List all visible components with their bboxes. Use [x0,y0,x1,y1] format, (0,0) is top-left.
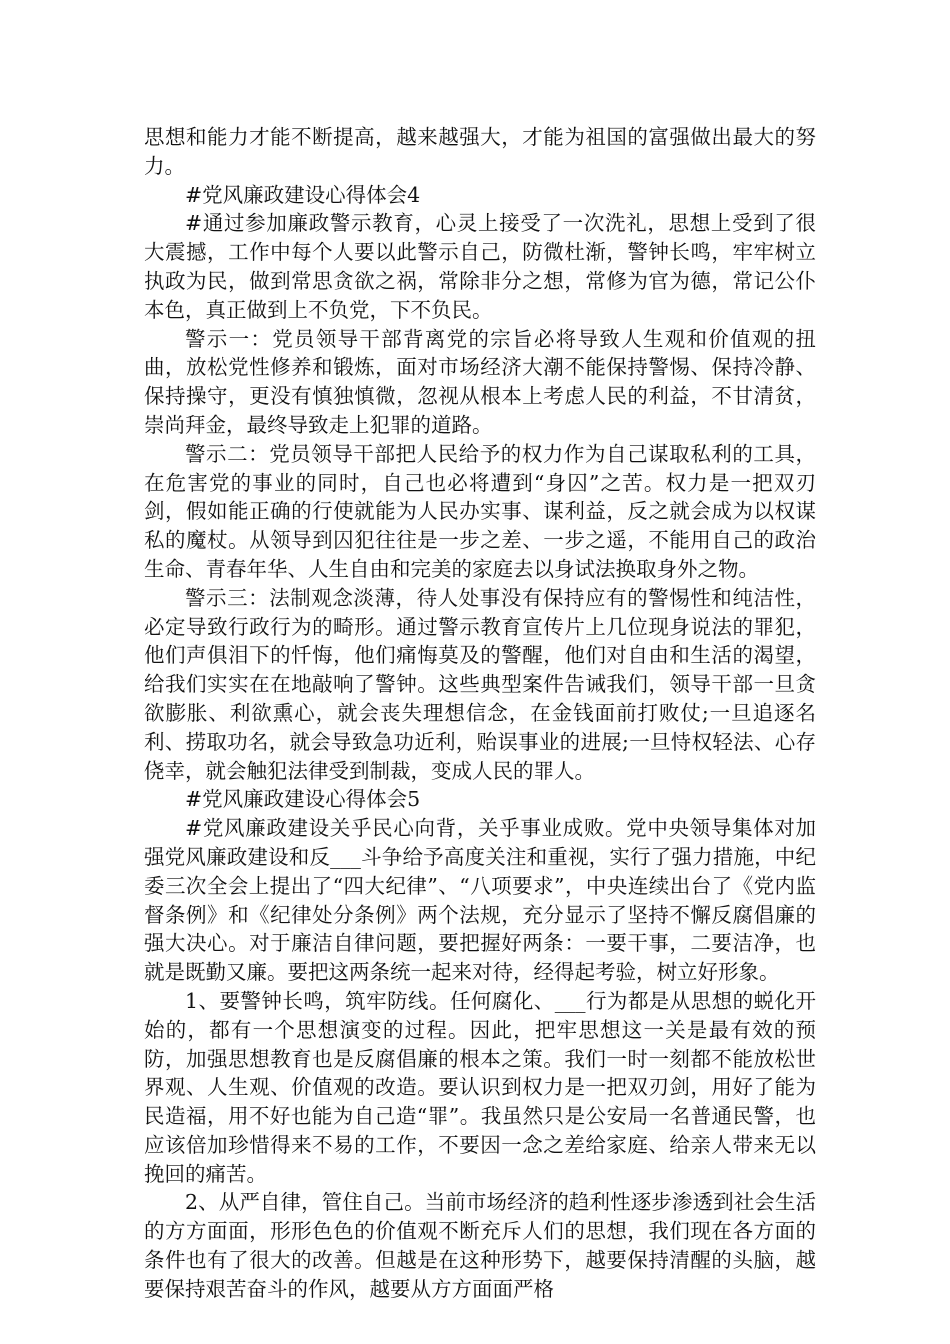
paragraph-continuation: 思想和能力才能不断提高，越来越强大，才能为祖国的富强做出最大的努力。 [144,125,816,178]
document-page [144,123,816,1304]
paragraph-warning-3: 警示三：法制观念淡薄，待人处事没有保持应有的警惕性和纯洁性，必定导致行政行为的畸形。通过警示教育宣传片上几位现身说法的罪犯，他们声俱泪下的忏悔，他们痛悔莫及的警醒，他们对自由和生活的渴望，给我们实实在在地敲响了警钟。这些典型案件告诫我们，领导干部一旦贪欲膨胀、利欲熏心，就会丧失理想信念，在金钱面前打败仗;一旦追逐名利、捞取功名，就会导致急功近利，贻误事业的进展;一旦恃权轻法、心存侥幸，就会触犯法律受到制裁，变成人民的罪人。 [144,585,816,783]
paragraph-warning-1: 警示一：党员领导干部背离党的宗旨必将导致人生观和价值观的扭曲，放松党性修养和锻炼，面对市场经济大潮不能保持警惕、保持冷静、保持操守，更没有慎独慎微，忽视从根本上考虑人民的利益，不甘清贫，崇尚拜金，最终导致走上犯罪的道路。 [144,326,816,437]
section-heading-4: #党风廉政建设心得体会4 [185,182,421,207]
section-heading-5: #党风廉政建设心得体会5 [185,787,421,812]
paragraph-intro-5: #党风廉政建设关乎民心向背，关乎事业成败。党中央领导集体对加强党风廉政建设和反___斗争给予高度关注和重视，实行了强力措施，中纪委三次全会上提出了“四大纪律”、“八项要求”，中央连续出台了《党内监督条例》和《纪律处分条例》两个法规，充分显示了坚持不懈反腐倡廉的强大决心。对于廉洁自律问题，要把握好两条：一要干事，二要洁净，也就是既勤又廉。要把这两条统一起来对待，经得起考验，树立好形象。 [144,816,816,985]
paragraph-point-2: 2、从严自律，管住自己。当前市场经济的趋利性逐步渗透到社会生活的方方面面，形形色色的价值观不断充斥人们的思想，我们现在各方面的条件也有了很大的改善。但越是在这种形势下，越要保持清醒的头脑，越要保持艰苦奋斗的作风，越要从方方面面严格 [144,1190,816,1301]
paragraph-point-1: 1、要警钟长鸣，筑牢防线。任何腐化、___行为都是从思想的蜕化开始的，都有一个思想演变的过程。因此，把牢思想这一关是最有效的预防，加强思想教育也是反腐倡廉的根本之策。我们一时一刻都不能放松世界观、人生观、价值观的改造。要认识到权力是一把双刃剑，用好了能为民造福，用不好也能为自己造“罪”。我虽然只是公安局一名普通民警，也应该倍加珍惜得来不易的工作，不要因一念之差给家庭、给亲人带来无以挽回的痛苦。 [144,988,816,1186]
paragraph-warning-2: 警示二：党员领导干部把人民给予的权力作为自己谋取私利的工具，在危害党的事业的同时，自己也必将遭到“身囚”之苦。权力是一把双刃剑，假如能正确的行使就能为人民办实事、谋利益，反之就会成为以权谋私的魔杖。从领导到囚犯往往是一步之差、一步之遥，不能用自己的政治生命、青春年华、人生自由和完美的家庭去以身试法换取身外之物。 [144,441,816,581]
paragraph-intro-4: #通过参加廉政警示教育，心灵上接受了一次洗礼，思想上受到了很大震撼，工作中每个人要以此警示自己，防微杜渐，警钟长鸣，牢牢树立执政为民，做到常思贪欲之祸，常除非分之想，常修为官为德，常记公仆本色，真正做到上不负党，下不负民。 [144,211,816,322]
